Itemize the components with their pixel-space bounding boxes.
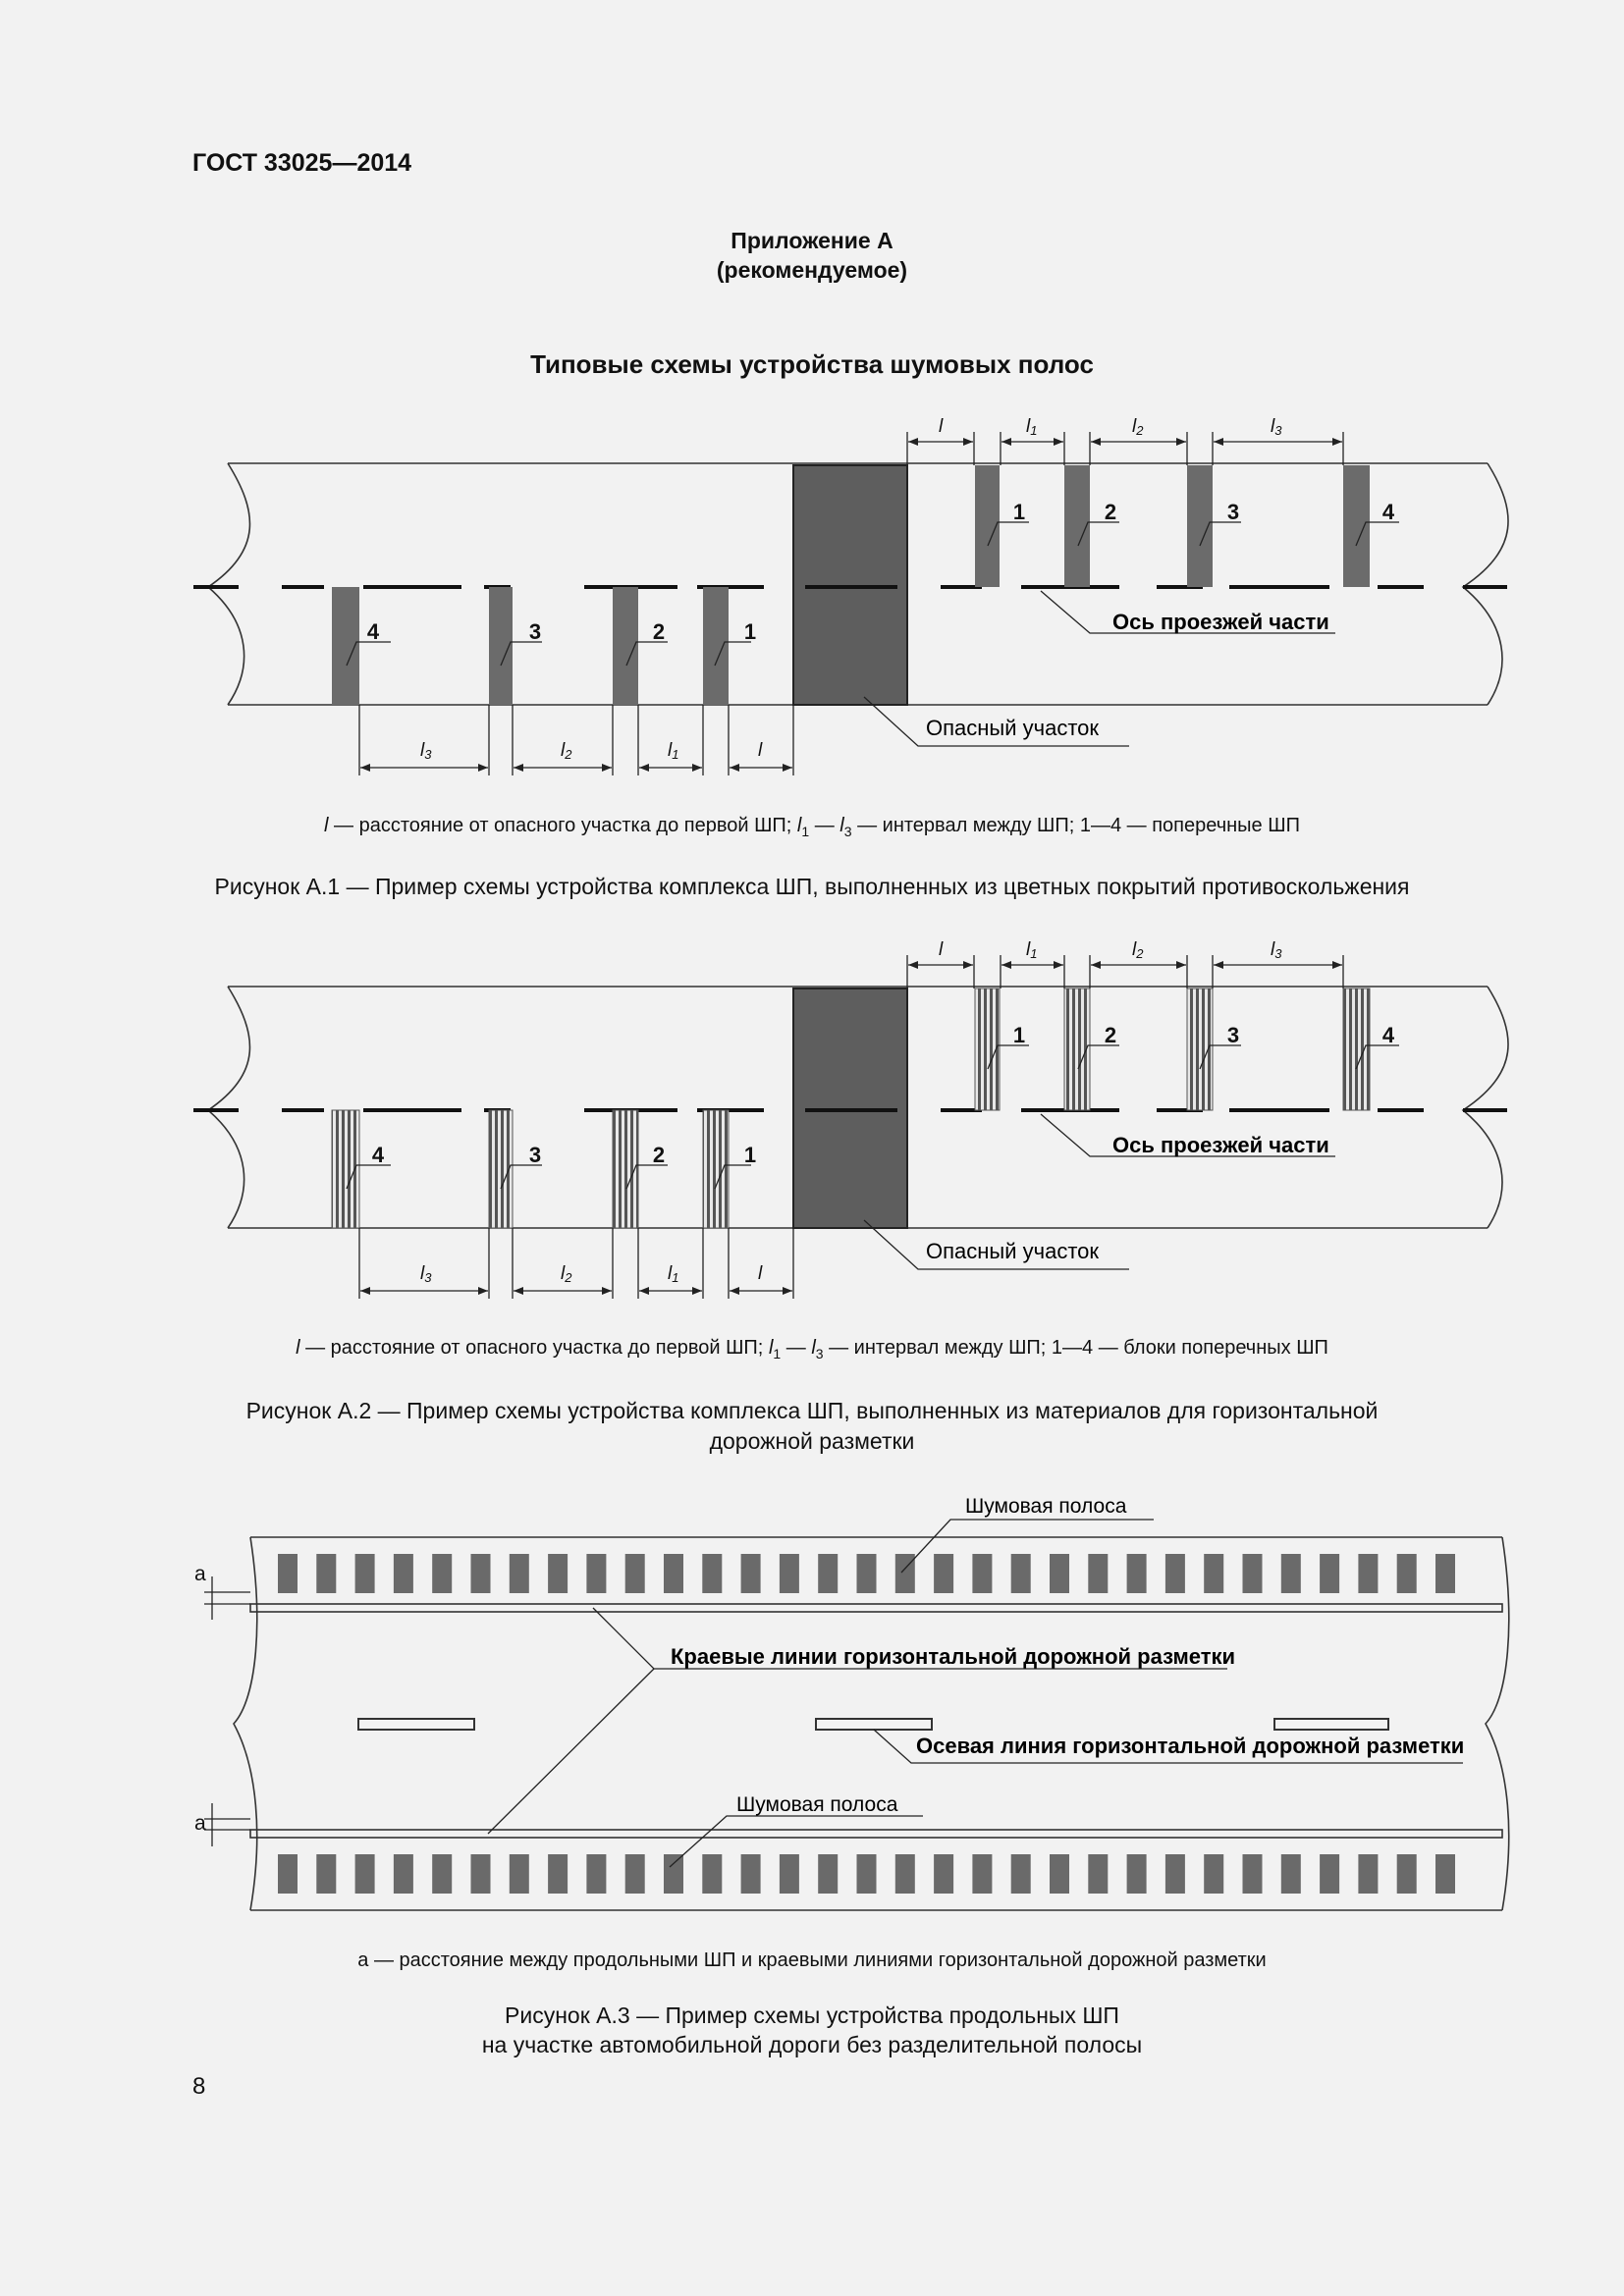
figure-a3-caption-line2: на участке автомобильной дороги без разделительной полосы	[481, 2032, 1143, 2057]
noise-strip-block	[934, 1854, 953, 1894]
figure-a3	[0, 1472, 1624, 1934]
strip-number-2: 2	[652, 1143, 666, 1167]
noise-strip-block	[895, 1854, 915, 1894]
noise-strip-block	[972, 1554, 992, 1593]
strip-number-3: 3	[1226, 1023, 1240, 1047]
longitudinal-noise-strip-bottom	[278, 1854, 1455, 1894]
noise-strip-block	[741, 1854, 761, 1894]
a-label-bottom: a	[194, 1812, 206, 1835]
dim-label-l3: l3	[1271, 416, 1282, 438]
noise-strip-block	[278, 1554, 298, 1593]
a-label-top: a	[194, 1563, 206, 1585]
noise-strip-block	[471, 1854, 491, 1894]
strip-number-3: 3	[1226, 500, 1240, 524]
noise-strip-block	[355, 1554, 375, 1593]
strip-number-4: 4	[366, 619, 380, 644]
noise-strip-block	[1243, 1854, 1263, 1894]
noise-strip-block	[394, 1554, 413, 1593]
dim-label-l1: l1	[668, 740, 679, 762]
appendix-title: Приложение А	[731, 228, 893, 253]
noise-strip-block	[1011, 1854, 1031, 1894]
noise-strip-block	[1320, 1554, 1339, 1593]
noise-strip-block	[1320, 1854, 1339, 1894]
dim-label-l2: l2	[1132, 416, 1144, 438]
figure-a2-legend: l — расстояние от опасного участка до первой ШП; $l_1$ — $l_3$ — интервал между ШП; 1—4 — блоки поперечных ШП	[296, 1337, 1328, 1362]
bottom-dimensions	[359, 705, 793, 775]
figure-a3-caption-line1: Рисунок А.3 — Пример схемы устройства продольных ШП	[505, 2002, 1119, 2028]
noise-strip-block	[394, 1854, 413, 1894]
noise-strip-block	[278, 1854, 298, 1894]
noise-strip-block	[1011, 1554, 1031, 1593]
noise-strip-block	[586, 1554, 606, 1593]
noise-strip-block	[586, 1854, 606, 1894]
noise-strip-block	[432, 1854, 452, 1894]
strip-number-3: 3	[528, 1143, 542, 1167]
noise-strip-block	[316, 1554, 336, 1593]
figure-a3-legend: а — расстояние между продольными ШП и краевыми линиями горизонтальной дорожной разметки	[357, 1949, 1267, 1971]
noise-strip-block	[1088, 1854, 1108, 1894]
noise-strip-block	[510, 1554, 529, 1593]
noise-strip-block	[1050, 1854, 1069, 1894]
strip-number-3: 3	[528, 619, 542, 644]
noise-strip-label-bottom: Шумовая полоса	[736, 1793, 898, 1816]
danger-label: Опасный участок	[926, 716, 1100, 740]
noise-strip-block	[510, 1854, 529, 1894]
noise-strip-block	[432, 1554, 452, 1593]
noise-strip-block	[1397, 1554, 1417, 1593]
centerline-segments	[358, 1719, 1388, 1730]
section-title: Типовые схемы устройства шумовых полос	[530, 349, 1094, 379]
noise-strip-block	[818, 1554, 838, 1593]
strip-number-4: 4	[1381, 1023, 1395, 1047]
noise-strip-block	[664, 1554, 683, 1593]
figure-a1-caption: Рисунок А.1 — Пример схемы устройства комплекса ШП, выполненных из цветных покрытий противоскольжения	[214, 874, 1410, 899]
noise-strip-block	[625, 1854, 645, 1894]
noise-strip-block	[1397, 1854, 1417, 1894]
dim-label-l3: l3	[420, 740, 432, 762]
strip-number-4: 4	[1381, 500, 1395, 524]
noise-strip-block	[934, 1554, 953, 1593]
dim-label-l2: l2	[561, 740, 572, 762]
strip-number-2: 2	[652, 619, 666, 644]
noise-strip-block	[1281, 1854, 1301, 1894]
page-number: 8	[192, 2073, 206, 2100]
noise-strip-block	[1127, 1554, 1147, 1593]
dim-label-l1: l1	[668, 1263, 679, 1285]
dim-label-l3: l3	[420, 1263, 432, 1285]
noise-strip-block	[625, 1554, 645, 1593]
noise-strip-block	[895, 1554, 915, 1593]
noise-strip-block	[1050, 1554, 1069, 1593]
noise-strip-block	[1127, 1854, 1147, 1894]
strip-number-1: 1	[743, 619, 757, 644]
figure-a2-caption-line2: дорожной разметки	[709, 1428, 915, 1454]
dim-label-l1: l1	[1026, 939, 1038, 961]
center-line-label: Осевая линия горизонтальной дорожной разметки	[916, 1734, 1465, 1758]
noise-strip-block	[1204, 1554, 1223, 1593]
dim-label-l2: l2	[561, 1263, 572, 1285]
noise-strip-block	[1165, 1854, 1185, 1894]
noise-strip-block	[741, 1554, 761, 1593]
noise-strip-block	[1358, 1554, 1378, 1593]
noise-strip-block	[1204, 1854, 1223, 1894]
a-dimension-marks	[204, 1576, 250, 1846]
dim-label-l: l	[758, 1263, 763, 1284]
strip-number-1: 1	[1012, 500, 1026, 524]
noise-strip-block	[1435, 1554, 1455, 1593]
noise-strip-block	[780, 1854, 799, 1894]
figure-a1	[0, 412, 1624, 805]
dim-label-l2: l2	[1132, 939, 1144, 961]
noise-strip-block	[1281, 1554, 1301, 1593]
axis-label: Ось проезжей части	[1112, 610, 1329, 634]
noise-strip-block	[972, 1854, 992, 1894]
noise-strip-block	[548, 1854, 568, 1894]
noise-strip-block	[1435, 1854, 1455, 1894]
edge-lines-label: Краевые линии горизонтальной дорожной разметки	[671, 1644, 1236, 1669]
strip-number-1: 1	[743, 1143, 757, 1167]
strip-number-1: 1	[1012, 1023, 1026, 1047]
dim-label-l: l	[939, 939, 944, 960]
dim-label-l: l	[939, 416, 944, 437]
noise-strip-block	[471, 1554, 491, 1593]
noise-strip-block	[1165, 1554, 1185, 1593]
appendix-status: (рекомендуемое)	[716, 257, 908, 283]
longitudinal-noise-strip-top	[278, 1554, 1455, 1593]
danger-label: Опасный участок	[926, 1239, 1100, 1263]
noise-strip-block	[702, 1854, 722, 1894]
noise-strip-block	[857, 1554, 877, 1593]
axis-label: Ось проезжей части	[1112, 1133, 1329, 1157]
bottom-dimensions	[359, 1228, 793, 1299]
noise-strip-label-top: Шумовая полоса	[965, 1495, 1127, 1518]
noise-strip-block	[857, 1854, 877, 1894]
noise-strip-block	[355, 1854, 375, 1894]
noise-strip-block	[548, 1554, 568, 1593]
figure-a2	[0, 935, 1624, 1328]
noise-strip-block	[1358, 1854, 1378, 1894]
standard-header: ГОСТ 33025—2014	[192, 149, 412, 177]
figure-a1-legend: l — расстояние от опасного участка до первой ШП; $l_1$ — $l_3$ — интервал между ШП; 1—4 — поперечные ШП	[324, 815, 1300, 839]
dim-label-l3: l3	[1271, 939, 1282, 961]
figure-a2-caption-line1: Рисунок А.2 — Пример схемы устройства комплекса ШП, выполненных из материалов для горизонтальной	[245, 1398, 1379, 1423]
dim-label-l: l	[758, 740, 763, 761]
strip-number-2: 2	[1104, 500, 1117, 524]
strip-number-4: 4	[371, 1143, 385, 1167]
noise-strip-block	[316, 1854, 336, 1894]
noise-strip-block	[1088, 1554, 1108, 1593]
strip-number-2: 2	[1104, 1023, 1117, 1047]
noise-strip-block	[780, 1554, 799, 1593]
noise-strip-block	[664, 1854, 683, 1894]
noise-strip-block	[702, 1554, 722, 1593]
dim-label-l1: l1	[1026, 416, 1038, 438]
noise-strip-block	[818, 1854, 838, 1894]
noise-strip-block	[1243, 1554, 1263, 1593]
